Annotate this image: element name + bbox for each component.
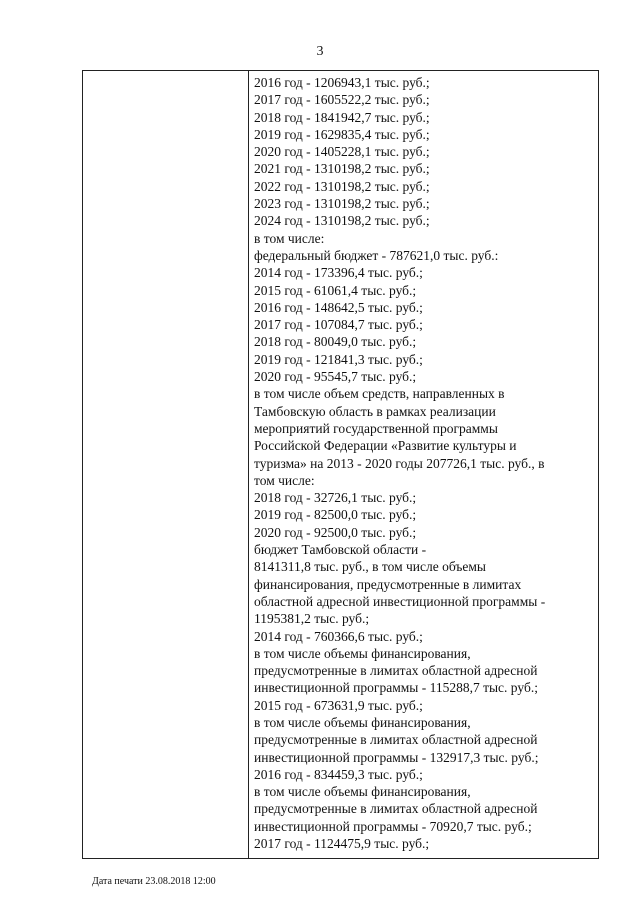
text-line: 2021 год - 1310198,2 тыс. руб.; [254,161,430,177]
text-line: 2014 год - 760366,6 тыс. руб.; [254,628,423,644]
text-line: 2018 год - 1841942,7 тыс. руб.; [254,109,430,125]
text-line: в том числе объемы финансирования, [254,645,471,661]
text-line: том числе: [254,472,315,488]
text-line: предусмотренные в лимитах областной адресной [254,663,538,679]
text-line: 2014 год - 173396,4 тыс. руб.; [254,265,423,281]
table-right-cell [254,74,594,852]
text-line: 2019 год - 121841,3 тыс. руб.; [254,351,423,367]
text-line: инвестиционной программы - 115288,7 тыс. руб.; [254,680,538,696]
text-line: 2019 год - 82500,0 тыс. руб.; [254,507,417,523]
text-line: мероприятий государственной программы [254,420,498,436]
text-line: 2023 год - 1310198,2 тыс. руб.; [254,196,430,212]
text-line: 2016 год - 1206943,1 тыс. руб.; [254,75,430,90]
text-line: 2017 год - 1124475,9 тыс. руб.; [254,836,430,852]
text-line: 2024 год - 1310198,2 тыс. руб.; [254,213,430,229]
page-number: 3 [316,44,324,59]
text-line: 2019 год - 1629835,4 тыс. руб.; [254,126,430,142]
funding-table [82,70,599,859]
text-line: туризма» на 2013 - 2020 годы 207726,1 тыс. руб., в [254,455,545,471]
text-line: 2020 год - 92500,0 тыс. руб.; [254,524,417,540]
text-line: 2017 год - 1605522,2 тыс. руб.; [254,92,430,108]
text-line: 2016 год - 834459,3 тыс. руб.; [254,766,423,782]
text-line: в том числе объемы финансирования, [254,784,471,800]
text-line: в том числе объемы финансирования, [254,714,471,730]
text-line: в том числе объем средств, направленных в [254,386,505,402]
text-line: 2022 год - 1310198,2 тыс. руб.; [254,178,430,194]
text-line: инвестиционной программы - 70920,7 тыс. руб.; [254,818,532,834]
print-date: Дата печати 23.08.2018 12:00 [92,876,216,887]
text-line: федеральный бюджет - 787621,0 тыс. руб.: [254,247,499,263]
text-line: в том числе: [254,230,325,246]
text-line: 2018 год - 32726,1 тыс. руб.; [254,490,417,506]
text-line: инвестиционной программы - 132917,3 тыс. руб.; [254,749,539,765]
text-line: 2016 год - 148642,5 тыс. руб.; [254,299,423,315]
text-line: бюджет Тамбовской области - [254,542,427,558]
text-line: 2017 год - 107084,7 тыс. руб.; [254,317,423,333]
text-line: 8141311,8 тыс. руб., в том числе объемы [254,559,486,575]
text-line: областной адресной инвестиционной программы - [254,593,546,609]
text-line: предусмотренные в лимитах областной адресной [254,801,538,817]
text-line: 2015 год - 61061,4 тыс. руб.; [254,282,417,298]
text-line: 2020 год - 95545,7 тыс. руб.; [254,369,417,385]
text-line: 2018 год - 80049,0 тыс. руб.; [254,334,417,350]
text-line: предусмотренные в лимитах областной адресной [254,732,538,748]
text-line: 2015 год - 673631,9 тыс. руб.; [254,697,423,713]
text-line: Тамбовскую область в рамках реализации [254,403,496,419]
text-line: финансирования, предусмотренные в лимитах [254,576,522,592]
text-line: 2020 год - 1405228,1 тыс. руб.; [254,144,430,160]
table-left-cell [83,71,249,858]
text-line: Российской Федерации «Развитие культуры и [254,438,517,454]
text-line: 1195381,2 тыс. руб.; [254,611,370,627]
